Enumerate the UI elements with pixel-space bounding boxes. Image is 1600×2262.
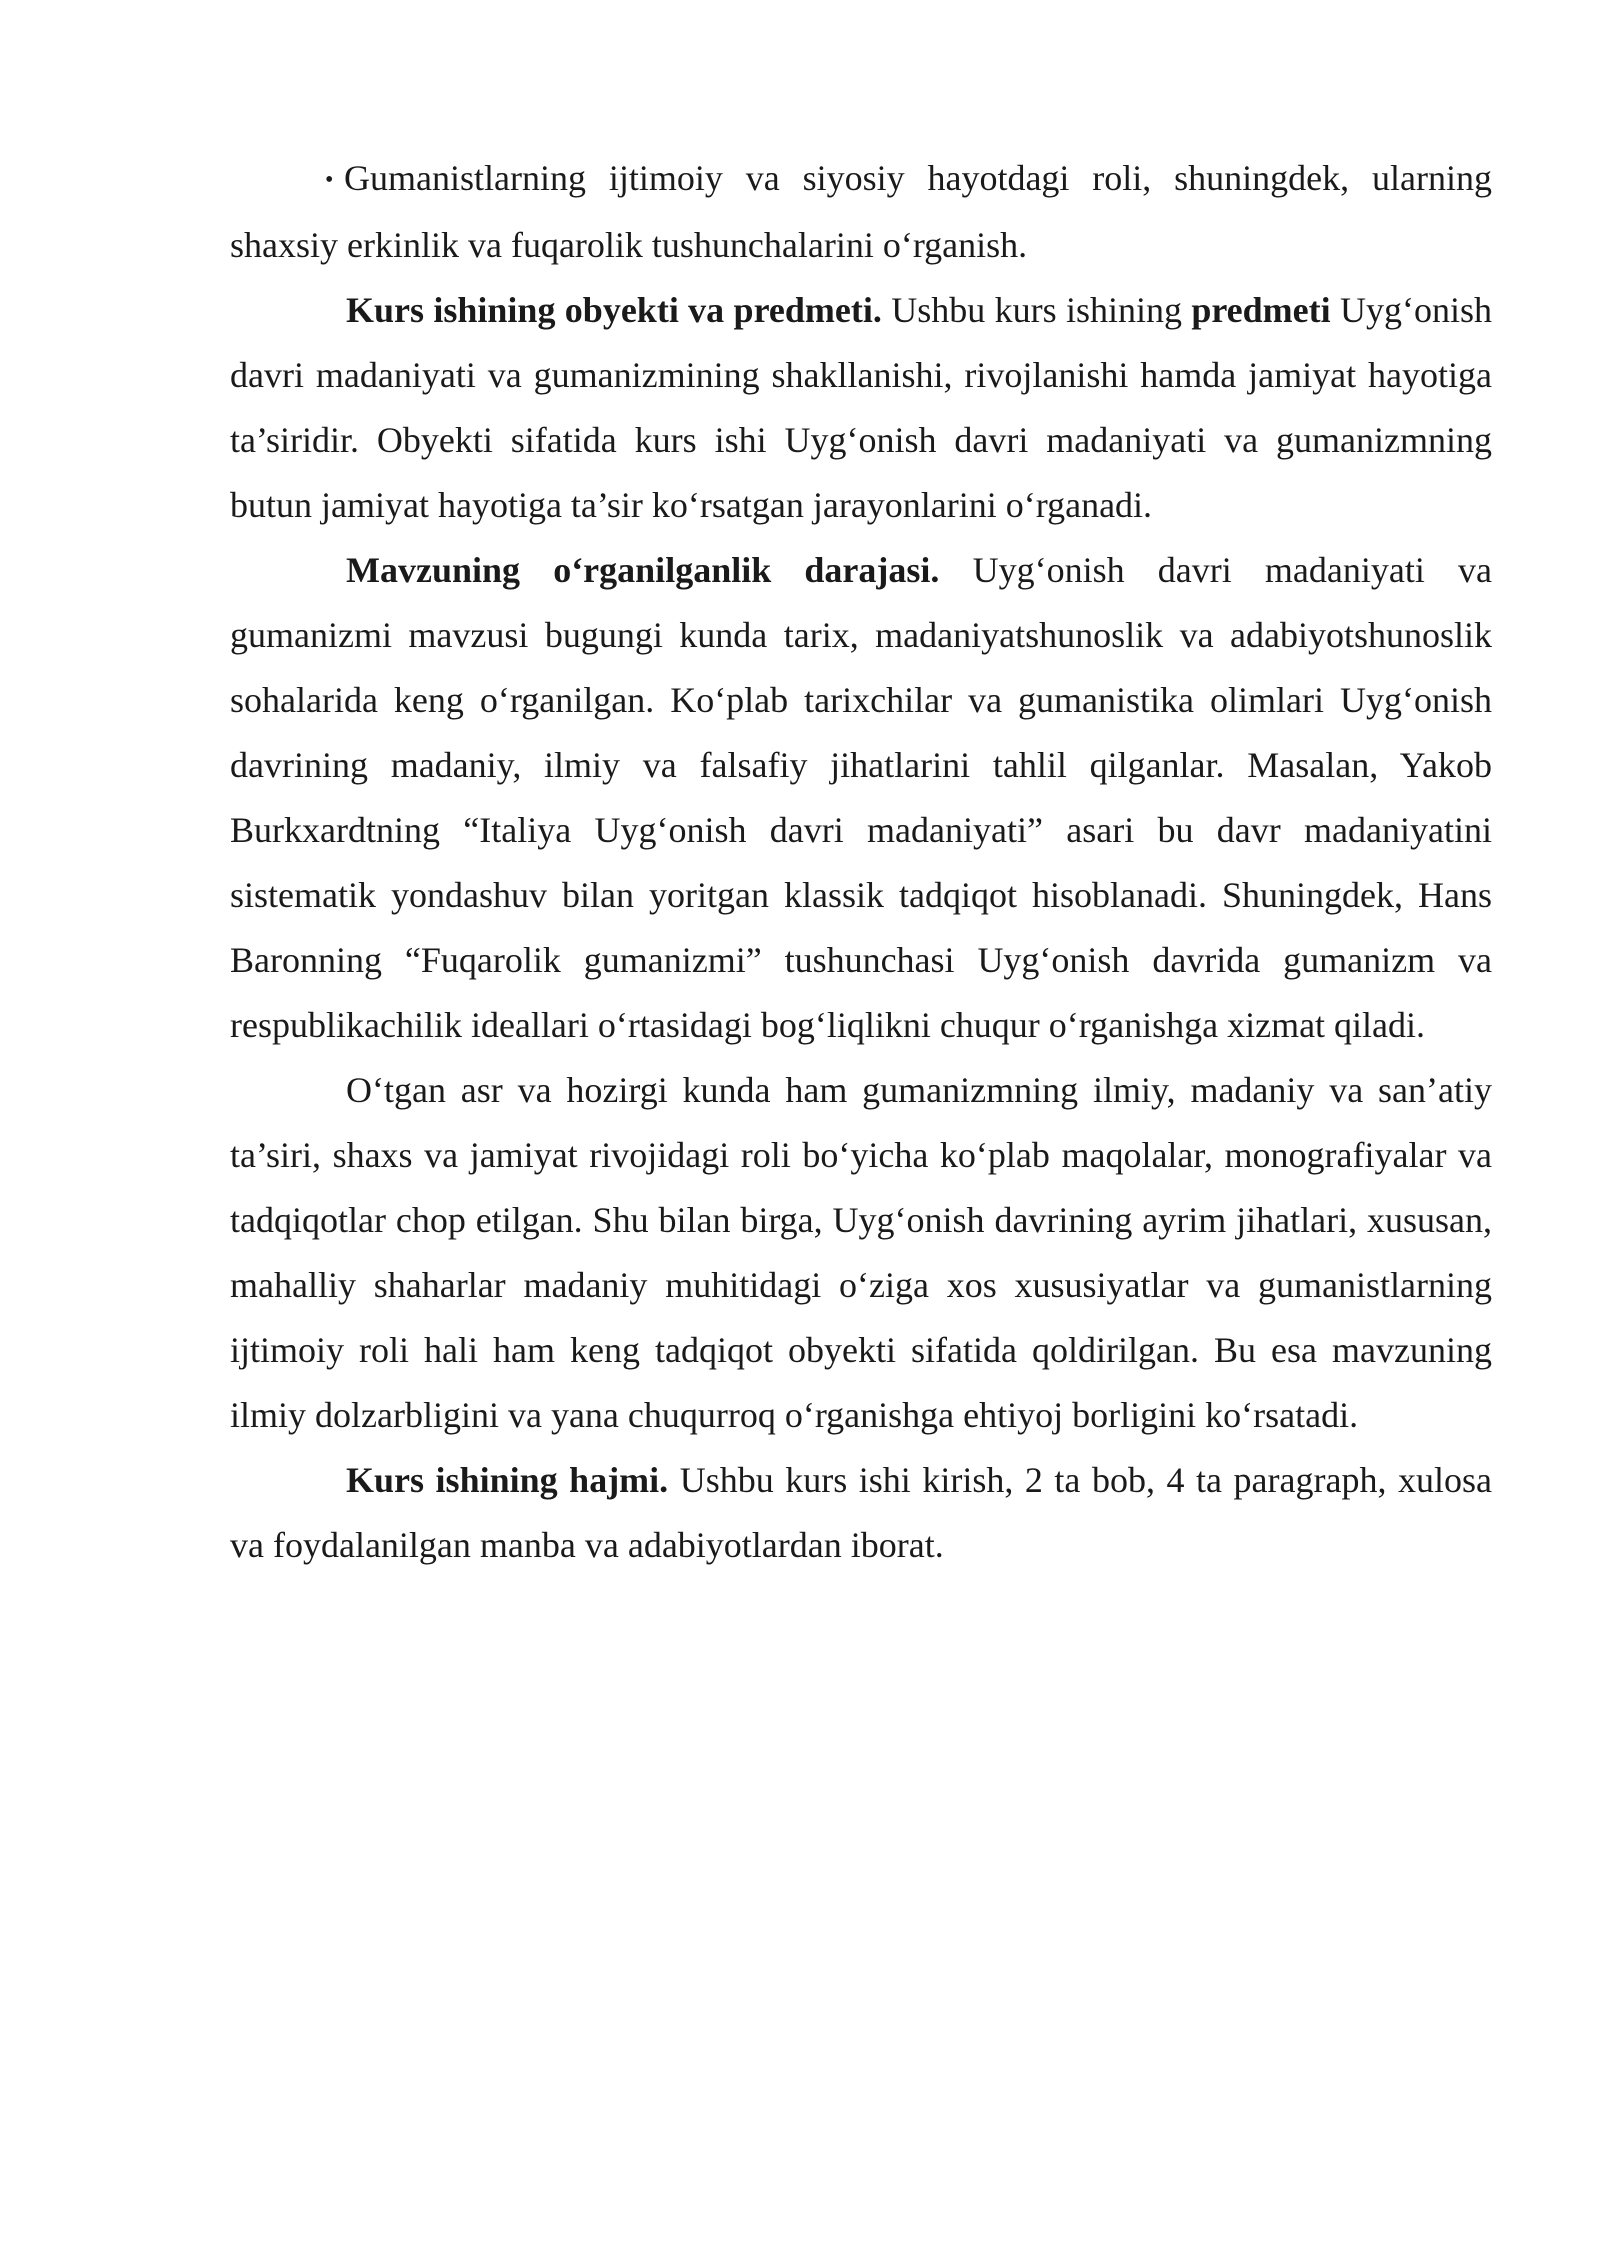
object-subject-heading: Kurs ishining obyekti va predmeti.: [346, 290, 882, 330]
predmeti-bold-word: predmeti: [1191, 290, 1331, 330]
object-subject-paragraph: [230, 278, 1492, 538]
study-degree-text: Uyg‘onish davri madaniyati va gumanizmi mavzusi bugungi kunda tarix, madaniyatshunoslik va adabiyotshunoslik sohalarida keng o‘rganilgan. Ko‘plab tarixchilar va gumanistika olimlari Uyg‘onish davrining madaniy, ilmiy va falsafiy jihatlarini tahlil qilganlar. Masalan, Yakob Burkxardtning “Italiya Uyg‘onish davri madaniyati” asari bu davr madaniyatini sistematik yondashuv bilan yoritgan klassik tadqiqot hisoblanadi. Shuningdek, Hans Baronning “Fuqarolik gumanizmi” tushunchasi Uyg‘onish davrida gumanizm va respublikachilik ideallari o‘rtasidagi bog‘liqlikni chuqur o‘rganishga xizmat qiladi.: [230, 550, 1493, 1045]
volume-heading: Kurs ishining hajmi.: [346, 1460, 669, 1500]
study-degree-heading: Mavzuning o‘rganilganlik darajasi.: [346, 550, 940, 590]
object-subject-text-1: Ushbu kurs ishining: [881, 290, 1192, 330]
object-subject-text-2: Uyg‘onish davri madaniyati va gumanizmining shakllanishi, rivojlanishi hamda jamiyat hayotiga ta’siridir. Obyekti sifatida kurs ishi Uyg‘onish davri madaniyati va gumanizmning butun jamiyat hayotiga ta’sir ko‘rsatgan jarayonlarini o‘rganadi.: [230, 290, 1492, 525]
past-century-paragraph: [230, 1058, 1492, 1448]
document-page: [230, 146, 1492, 1578]
bullet-paragraph: [230, 146, 1492, 278]
bullet-text: Gumanistlarning ijtimoiy va siyosiy hayotdagi roli, shuningdek, ularning shaxsiy erkinlik va fuqarolik tushunchalarini o‘rganish.: [230, 158, 1492, 265]
study-degree-paragraph: [230, 538, 1492, 1058]
volume-text: Ushbu kurs ishi kirish, 2 ta bob, 4 ta paragraph, xulosa va foydalanilgan manba va adabiyotlardan iborat.: [230, 1460, 1492, 1565]
past-century-text: O‘tgan asr va hozirgi kunda ham gumanizmning ilmiy, madaniy va san’atiy ta’siri, shaxs va jamiyat rivojidagi roli bo‘yicha ko‘plab maqolalar, monografiyalar va tadqiqotlar chop etilgan. Shu bilan birga, Uyg‘onish davrining ayrim jihatlari, xususan, mahalliy shaharlar madaniy muhitidagi o‘ziga xos xususiyatlar va gumanistlarning ijtimoiy roli hali ham keng tadqiqot obyekti sifatida qoldirilgan. Bu esa mavzuning ilmiy dolzarbligini va yana chuqurroq o‘rganishga ehtiyoj borligini ko‘rsatadi.: [230, 1070, 1492, 1435]
bullet-icon: •: [325, 167, 334, 193]
volume-paragraph: [230, 1448, 1492, 1578]
